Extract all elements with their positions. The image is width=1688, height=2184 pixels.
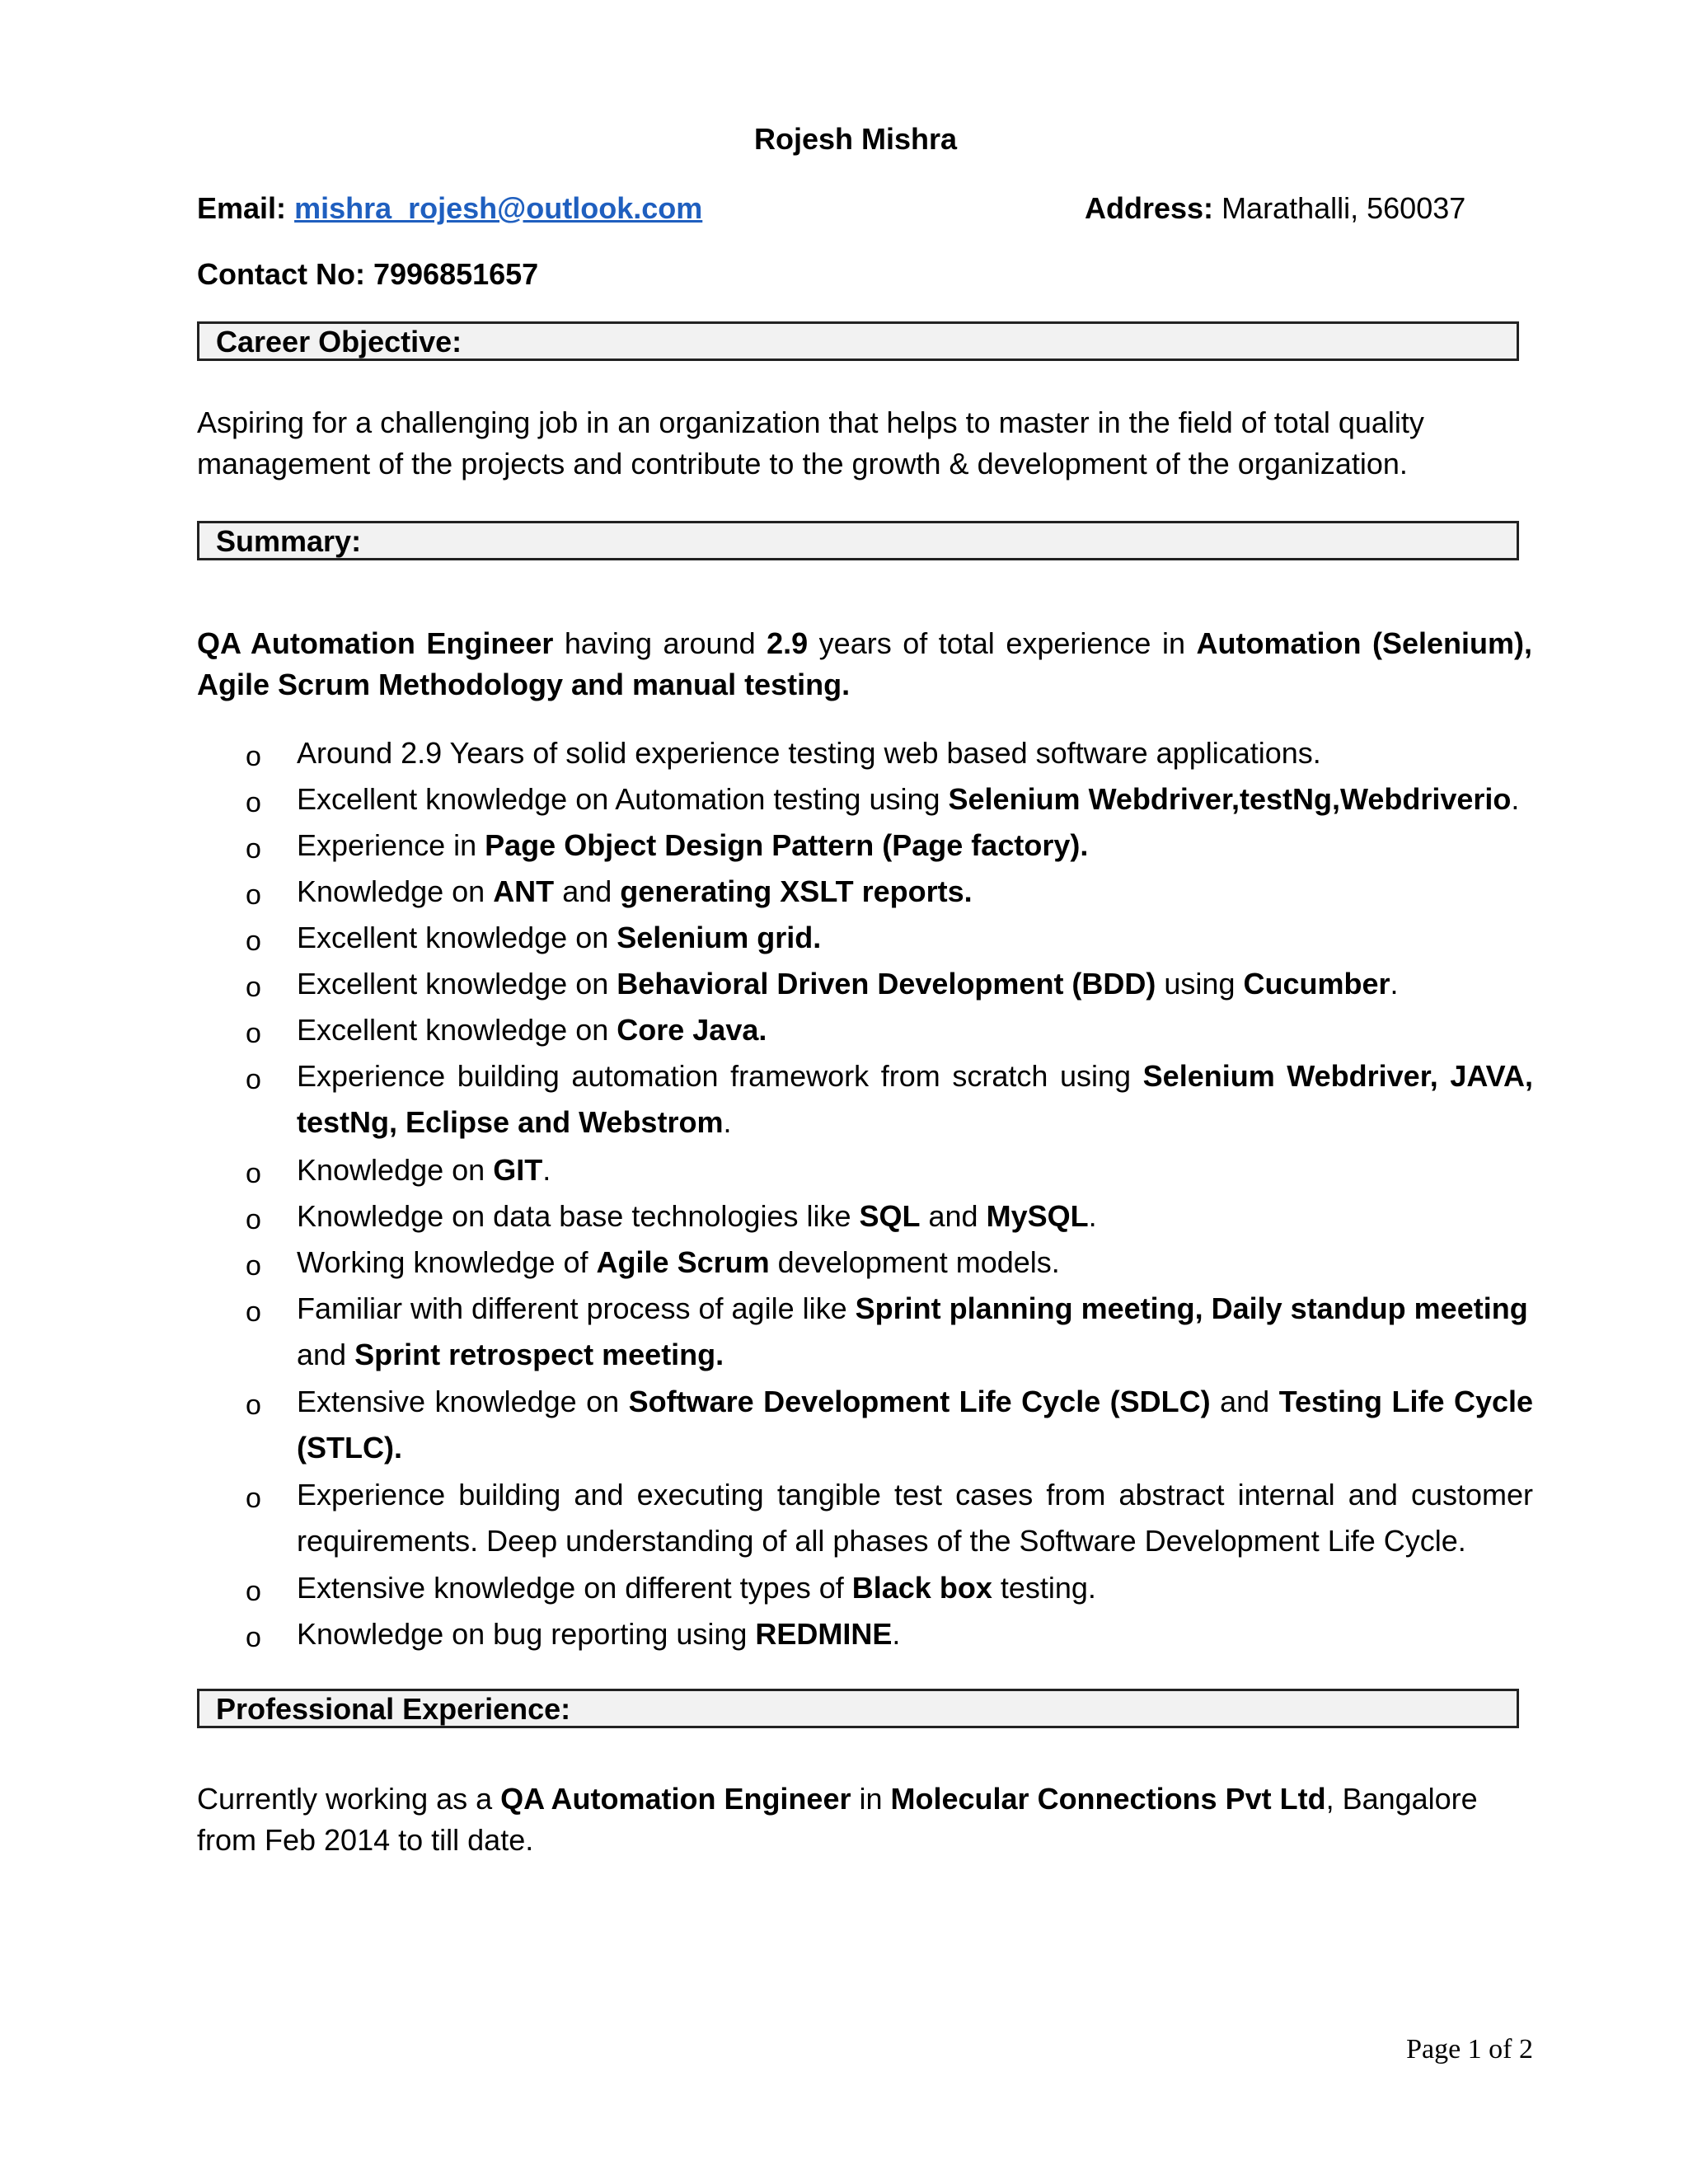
list-item: Excellent knowledge on Selenium grid. (297, 921, 822, 954)
bullet-marker: o (246, 833, 261, 865)
bullet-marker: o (246, 1064, 261, 1095)
candidate-name: Rojesh Mishra (753, 122, 958, 156)
list-item: Knowledge on data base technologies like SQL and MySQL. (297, 1199, 1097, 1233)
address-label: Address: (1085, 191, 1214, 225)
list-item: Experience building automation framework from scratch using Selenium Webdriver, JAVA, testNg, Eclipse and Webstrom. (297, 1059, 1534, 1139)
summary-text: years of total experience in (808, 626, 1197, 660)
list-item: Excellent knowledge on Behavioral Driven Development (BDD) using Cucumber. (297, 967, 1399, 1001)
bullet-marker: o (246, 1622, 261, 1653)
bullet-marker: o (246, 1296, 261, 1328)
page-number: Page 1 of 2 (1406, 2034, 1533, 2064)
experience-text: Currently working as a QA Automation Engineer in Molecular Connections Pvt Ltd, Bangalore from Feb 2014 to till date. (197, 1782, 1478, 1857)
list-item: Knowledge on bug reporting using REDMINE. (297, 1617, 901, 1651)
email-label: Email: (197, 191, 287, 225)
summary-heading: Summary: (197, 521, 1519, 560)
list-item: Around 2.9 Years of solid experience testing web based software applications. (297, 736, 1321, 770)
bullet-marker: o (246, 1204, 261, 1235)
list-item: Knowledge on GIT. (297, 1153, 551, 1187)
bullet-marker: o (246, 879, 261, 911)
bullet-marker: o (246, 1483, 261, 1514)
list-item: Knowledge on ANT and generating XSLT reports. (297, 874, 973, 908)
email-line (197, 188, 702, 229)
address-value: Marathalli, 560037 (1221, 191, 1466, 225)
summary-text: having around (553, 626, 767, 660)
professional-experience-heading: Professional Experience: (197, 1689, 1519, 1728)
bullet-marker: o (246, 741, 261, 772)
bullet-marker: o (246, 1158, 261, 1189)
list-item: Excellent knowledge on Automation testing using Selenium Webdriver,testNg,Webdriverio. (297, 782, 1520, 816)
summary-intro (197, 623, 1532, 705)
contact-line: Contact No: 7996851657 (197, 257, 539, 291)
bullet-marker: o (246, 787, 261, 818)
summary-role: QA Automation Engineer (197, 626, 554, 660)
bullet-marker: o (246, 1018, 261, 1049)
bullet-marker: o (246, 1250, 261, 1282)
list-item: Working knowledge of Agile Scrum development models. (297, 1245, 1060, 1279)
list-item: Extensive knowledge on different types of Black box testing. (297, 1571, 1096, 1605)
list-item: Familiar with different process of agile like Sprint planning meeting, Daily standup meeting and Sprint retrospect meeting. (297, 1291, 1528, 1371)
email-link[interactable]: mishra_rojesh@outlook.com (294, 191, 703, 225)
summary-skills: Automation (Selenium), Agile Scrum Methodology and manual testing. (197, 626, 1533, 701)
bullet-marker: o (246, 972, 261, 1003)
summary-years: 2.9 (767, 626, 809, 660)
career-objective-text: Aspiring for a challenging job in an organization that helps to master in the field of total quality management of the projects and contribute to the growth & development of the organization. (197, 405, 1424, 480)
bullet-marker: o (246, 1390, 261, 1421)
list-item: Experience building and executing tangible test cases from abstract internal and customer requirements. Deep understanding of all phases of the Software Development Life Cycle. (297, 1478, 1533, 1558)
list-item: Experience in Page Object Design Pattern (Page factory). (297, 828, 1089, 862)
address-line (1085, 188, 1465, 229)
career-objective-heading: Career Objective: (197, 321, 1519, 361)
bullet-marker: o (246, 926, 261, 957)
list-item: Excellent knowledge on Core Java. (297, 1013, 767, 1047)
list-item: Extensive knowledge on Software Development Life Cycle (SDLC) and Testing Life Cycle (STLC). (297, 1385, 1534, 1465)
bullet-marker: o (246, 1576, 261, 1607)
